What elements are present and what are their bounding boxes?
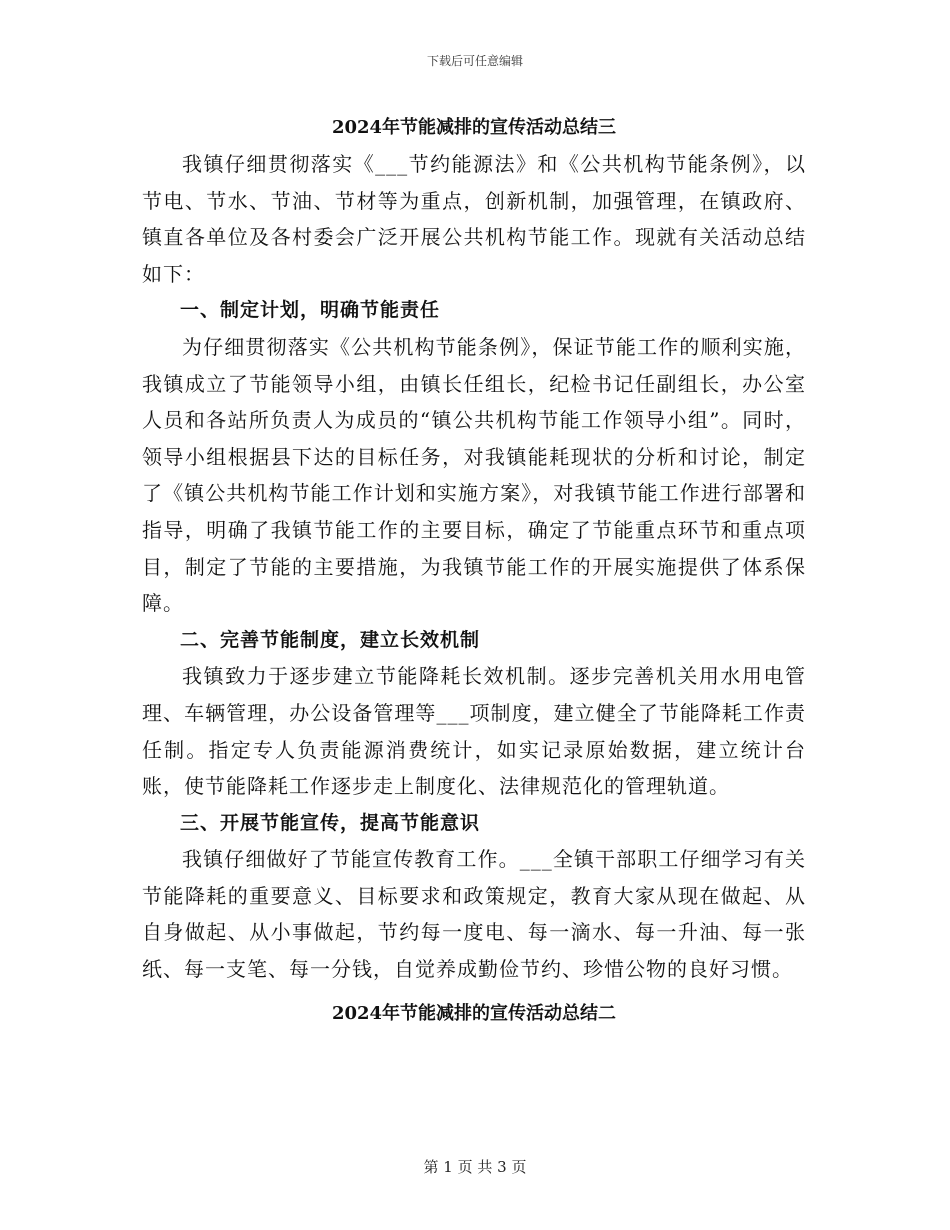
page-number: 第 1 页 共 3 页 [423,1158,527,1176]
document-body [142,110,806,1032]
section-heading-1: 一、制定计划，明确节能责任 [180,299,441,322]
next-document-title: 2024年节能减排的宣传活动总结二 [331,1002,617,1024]
section-heading-3: 三、开展节能宣传，提高节能意识 [180,811,481,834]
section-heading-2: 二、完善节能制度，建立长效机制 [180,628,481,651]
page-header-note: 下载后可任意编辑 [426,54,523,68]
intro-paragraph: 我镇仔细贯彻落实《___节约能源法》和《公共机构节能条例》，以节电、节水、节油、节材等为重点，创新机制，加强管理，在镇政府、镇直各单位及各村委会广泛开展公共机构节能工作。现就有关活动总结如下： [142,152,806,286]
section-body-1: 为仔细贯彻落实《公共机构节能条例》，保证节能工作的顺利实施，我镇成立了节能领导小组，由镇长任组长，纪检书记任副组长，办公室人员和各站所负责人为成员的“镇公共机构节能工作领导小组”。同时，领导小组根据县下达的目标任务，对我镇能耗现状的分析和讨论，制定了《镇公共机构节能工作计划和实施方案》，对我镇节能工作进行部署和指导，明确了我镇节能工作的主要目标，确定了节能重点环节和重点项目，制定了节能的主要措施，为我镇节能工作的开展实施提供了体系保障。 [142,334,806,616]
section-body-2: 我镇致力于逐步建立节能降耗长效机制。逐步完善机关用水用电管理、车辆管理，办公设备管理等___项制度，建立健全了节能降耗工作责任制。指定专人负责能源消费统计，如实记录原始数据，建立统计台账，使节能降耗工作逐步走上制度化、法律规范化的管理轨道。 [142,664,806,799]
section-body-3: 我镇仔细做好了节能宣传教育工作。___全镇干部职工仔细学习有关节能降耗的重要意义、目标要求和政策规定，教育大家从现在做起、从自身做起、从小事做起，节约每一度电、每一滴水、每一升油、每一张纸、每一支笔、每一分钱，自觉养成勤俭节约、珍惜公物的良好习惯。 [142,847,806,982]
document-title: 2024年节能减排的宣传活动总结三 [331,117,617,138]
